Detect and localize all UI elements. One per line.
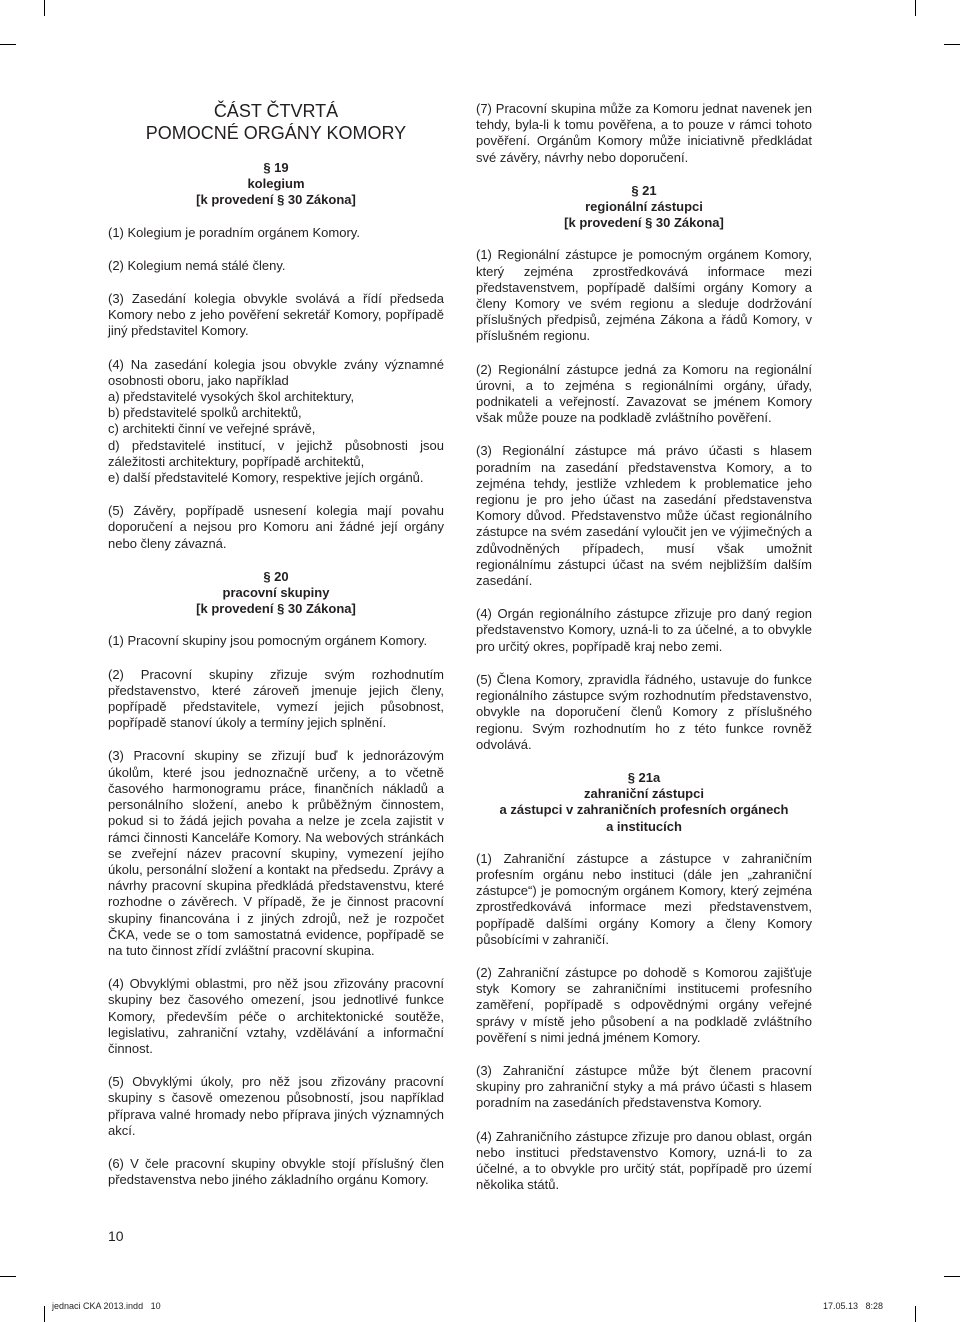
paragraph: (2) Kolegium nemá stálé členy.: [108, 257, 286, 273]
paragraph: (4) Zahraničního zástupce zřizuje pro danou oblast, orgán nebo instituci představenstvo Komory, uzná-li to za účelné, a to obvykle pro určitý stát, popřípadě pro území několika států.: [476, 1128, 812, 1193]
crop-mark: [944, 1276, 960, 1277]
section-name: zahraniční zástupci: [584, 786, 704, 802]
part-title-line-1: ČÁST ČTVRTÁ: [213, 101, 339, 121]
crop-mark: [944, 44, 960, 45]
paragraph: (3) Regionální zástupce má právo účasti s hlasem poradním na zasedání představenstva Komory, a to zejména tehdy, jestliže vzhledem k problematice jeho regionu je pro jeho účast na zasedání představenstva Komory důvod. Představenstvo může účast regionálního zástupce na svém zasedání vyloučit jen ve výjimečných a zdůvodněných případech, musí však umožnit regionálnímu zástupci účast na svém nejbližším dalším zasedání.: [476, 443, 812, 589]
paragraph: (2) Zahraniční zástupce po dohodě s Komorou zajišťuje styk Komory se zahraničními institucemi profesního zaměření, popřípadě s odpovědnými orgány veřejné správy v místě jeho působení a na podkladě zvláštního pověření s nimi jedná jménem Komory.: [476, 964, 812, 1045]
footer-filename: jednaci CKA 2013.indd 10: [52, 1301, 161, 1311]
crop-mark: [0, 44, 16, 45]
paragraph: (5) Obvyklými úkoly, pro něž jsou zřizovány pracovní skupiny s časově omezenou působností, jsou například příprava valné hromady nebo příprava jiných významných akcí.: [108, 1074, 444, 1138]
paragraph: (5) Závěry, popřípadě usnesení kolegia mají povahu doporučení a nejsou pro Komoru ani žádné její orgány nebo členy závazná.: [108, 503, 444, 551]
footer-date: 17.05.13 8:28: [823, 1301, 884, 1311]
list-item: b) představitelé spolků architektů,: [108, 405, 302, 421]
paragraph: (3) Pracovní skupiny se zřizují buď k jednorázovým úkolům, které jsou jednoznačně určeny, a to včetně časového harmonogramu práce, finančních nákladů a personálního složení, anebo k průběžným činnostem, pokud si to žádá jejich povaha a nelze je zcela zajistit v rámci činnosti Kanceláře Komory. Na webových stránkách se zveřejní název pracovní skupiny, vymezení jejího úkolu, personální složení a kontakt na předsedu. Zprávy a návrhy pracovní skupina předkládá představenstvu, které rozhodne o závěrech. V případě, že je činnost pracovní skupiny financována i z jiných zdrojů, než je rozpočet ČKA, vede se o tom samostatná evidence, popřípadě se na tuto činnost zřídí zvláštní pracovní skupina.: [108, 748, 444, 958]
section-name: pracovní skupiny: [222, 585, 330, 601]
paragraph: (7) Pracovní skupina může za Komoru jednat navenek jen tehdy, byla-li k tomu pověřena, a to pouze v rámci tohoto pověření. Orgánům Komory může iniciativně předkládat své závěry, návrhy nebo doporučení.: [476, 101, 812, 165]
paragraph: (6) V čele pracovní skupiny obvykle stojí příslušný člen představenstva nebo jiného základního orgánu Komory.: [108, 1155, 444, 1188]
paragraph: (2) Regionální zástupce jedná za Komoru na regionální úrovni, a to zejména s regionálními orgány, úřady, podnikateli a veřejností. Zavazovat se jménem Komory však může pouze na podkladě zvláštního pověření.: [476, 361, 812, 426]
section-number: § 19: [263, 160, 289, 175]
paragraph: (1) Kolegium je poradním orgánem Komory.: [108, 224, 360, 240]
section-19-heading: [108, 160, 444, 209]
crop-mark: [0, 1276, 16, 1277]
section-reference: [k provedení § 30 Zákona]: [564, 215, 724, 231]
section-number: § 20: [263, 568, 289, 584]
paragraph: (1) Pracovní skupiny jsou pomocným orgánem Komory.: [108, 633, 428, 649]
section-name: kolegium: [247, 176, 305, 192]
paragraph: (3) Zasedání kolegia obvykle svolává a řídí předseda Komory nebo z jeho pověření sekretář Komory, popřípadě jiný představitel Komory.: [108, 291, 444, 339]
list-intro: (4) Na zasedání kolegia jsou obvykle zvány významné osobnosti oboru, jako například: [108, 356, 444, 388]
section-number: § 21a: [627, 769, 661, 785]
crop-mark: [44, 1306, 45, 1322]
section-reference: [k provedení § 30 Zákona]: [196, 601, 356, 617]
left-column: [108, 100, 444, 1205]
list-item: c) architekti činní ve veřejné správě,: [108, 421, 316, 437]
list-item: a) představitelé vysokých škol architektury,: [108, 389, 355, 405]
section-21-heading: [476, 183, 812, 232]
page-number: 10: [108, 1228, 124, 1244]
section-name-line-3: a institucích: [606, 818, 682, 834]
part-title: [108, 100, 444, 144]
paragraph: (1) Zahraniční zástupce a zástupce v zahraničním profesním orgánu nebo instituci (dále jen „zahraniční zástupce“) je pomocným orgánem Komory, který zejména zprostředkovává informace mezi představenstvem, popřípadě dalšími orgány Komory a členy Komory působícími v zahraničí.: [476, 850, 812, 947]
list-item: d) představitelé institucí, v jejichž působnosti jsou záležitosti architektury, popřípadě architektů,: [108, 437, 444, 469]
paragraph: (1) Regionální zástupce je pomocným orgánem Komory, který zejména zprostředkovává informace mezi představenstvem, popřípadě dalšími orgány Komory a členy Komory ve svém regionu a sleduje dodržování příslušných předpisů, zejména Zákona a řádů Komory, v příslušném regionu.: [476, 247, 812, 344]
paragraph: (2) Pracovní skupiny zřizuje svým rozhodnutím představenstvo, které zároveň jmenuje jejich členy, popřípadě představitele, vymezí jejich působnost, popřípadě stanoví úkoly a termíny jejich splnění.: [108, 666, 444, 731]
paragraph: (4) Obvyklými oblastmi, pro něž jsou zřizovány pracovní skupiny bez časového omezení, jsou jednotlivé funkce Komory, především péče o architektonické soutěže, legislativu, zahraniční vztahy, vzdělávání a informační činnost.: [108, 976, 444, 1056]
paragraph-with-list: [108, 357, 444, 487]
section-21a-heading: [476, 770, 812, 835]
paragraph: (3) Zahraniční zástupce může být členem pracovní skupiny pro zahraniční styky a má právo účasti s hlasem poradním na zasedáních představenstva Komory.: [476, 1062, 812, 1111]
crop-mark: [915, 1306, 916, 1322]
crop-mark: [915, 0, 916, 16]
section-20-heading: [108, 569, 444, 618]
part-title-line-2: POMOCNÉ ORGÁNY KOMORY: [145, 123, 407, 143]
crop-mark: [44, 0, 45, 16]
section-name: regionální zástupci: [585, 199, 703, 215]
list-item: e) další představitelé Komory, respektive jejích orgánů.: [108, 470, 424, 486]
paragraph: (4) Orgán regionálního zástupce zřizuje pro daný region představenstvo Komory, uzná-li to za účelné, a to obvykle pro určitý okres, popřípadě kraj nebo zemi.: [476, 606, 812, 654]
section-name-line-2: a zástupci v zahraničních profesních orgánech: [499, 802, 789, 818]
right-column: [476, 101, 812, 1210]
paragraph: (5) Člena Komory, zpravidla řádného, ustavuje do funkce regionálního zástupce svým rozhodnutím představenstvo, obvykle na doporučení členů Komory z příslušného regionu. Svým rozhodnutím ho z této funkce rovněž odvolává.: [476, 671, 812, 752]
section-number: § 21: [631, 182, 657, 198]
section-reference: [k provedení § 30 Zákona]: [196, 192, 356, 208]
